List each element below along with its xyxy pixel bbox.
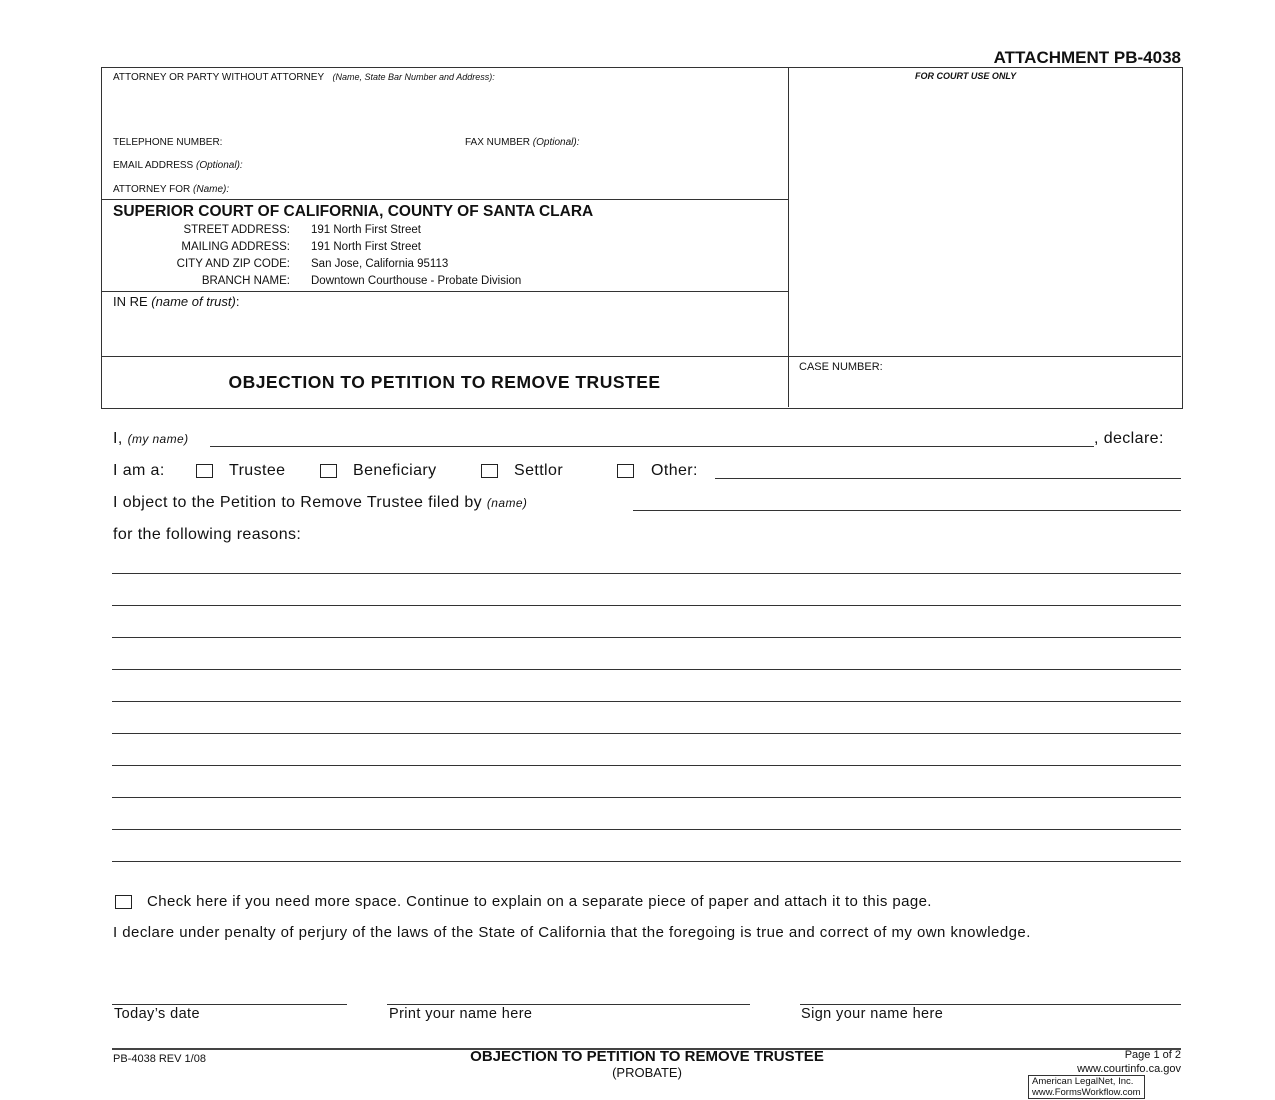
i-label: I, bbox=[113, 430, 123, 447]
in-re-hint: (name of trust) bbox=[151, 294, 236, 309]
case-number-label: CASE NUMBER: bbox=[799, 361, 883, 373]
trustee-checkbox[interactable] bbox=[196, 464, 213, 478]
reasons-label: for the following reasons: bbox=[113, 526, 302, 543]
signature-field[interactable] bbox=[800, 1004, 1181, 1005]
my-name-hint: (my name) bbox=[127, 432, 189, 446]
branch-label: BRANCH NAME: bbox=[201, 275, 290, 287]
my-name-field[interactable] bbox=[210, 446, 1094, 447]
object-label: I object to the Petition to Remove Trustee filed by bbox=[113, 494, 483, 511]
date-field[interactable] bbox=[112, 1004, 347, 1005]
reason-line[interactable] bbox=[112, 829, 1181, 830]
date-label: Today’s date bbox=[114, 1006, 200, 1022]
more-space-label: Check here if you need more space. Continue to explain on a separate piece of paper and attach it to this page. bbox=[147, 893, 932, 910]
court-website[interactable]: www.courtinfo.ca.gov bbox=[1077, 1063, 1181, 1075]
street-value: 191 North First Street bbox=[311, 224, 421, 236]
email-hint: (Optional): bbox=[196, 160, 243, 171]
petitioner-name-field[interactable] bbox=[633, 510, 1181, 511]
more-space-checkbox[interactable] bbox=[115, 895, 132, 909]
form-number: PB-4038 REV 1/08 bbox=[113, 1053, 206, 1065]
beneficiary-label: Beneficiary bbox=[353, 462, 437, 479]
footer-title: OBJECTION TO PETITION TO REMOVE TRUSTEE bbox=[470, 1048, 824, 1065]
branch-value: Downtown Courthouse - Probate Division bbox=[311, 275, 522, 287]
name-hint: (name) bbox=[486, 496, 528, 510]
attachment-title: ATTACHMENT PB-4038 bbox=[993, 48, 1181, 67]
mailing-value: 191 North First Street bbox=[311, 241, 421, 253]
divider bbox=[101, 291, 788, 292]
print-name-label: Print your name here bbox=[389, 1006, 533, 1022]
in-re-colon: : bbox=[235, 294, 240, 309]
trustee-label: Trustee bbox=[229, 462, 286, 479]
street-label: STREET ADDRESS: bbox=[183, 224, 290, 236]
court-name: SUPERIOR COURT OF CALIFORNIA, COUNTY OF SANTA CLARA bbox=[113, 203, 594, 220]
declaration-text: I declare under penalty of perjury of the laws of the State of California that the foregoing is true and correct of my own knowledge. bbox=[113, 924, 1031, 941]
reason-line[interactable] bbox=[112, 669, 1181, 670]
other-label: Other: bbox=[651, 462, 698, 479]
settlor-label: Settlor bbox=[514, 462, 564, 479]
vendor-website[interactable]: www.FormsWorkflow.com bbox=[1032, 1087, 1141, 1098]
reason-line[interactable] bbox=[112, 637, 1181, 638]
print-name-field[interactable] bbox=[387, 1004, 750, 1005]
reason-line[interactable] bbox=[112, 733, 1181, 734]
attorney-hint: (Name, State Bar Number and Address): bbox=[332, 72, 495, 82]
reason-line[interactable] bbox=[112, 605, 1181, 606]
court-use-label: FOR COURT USE ONLY bbox=[915, 71, 1017, 81]
other-field[interactable] bbox=[715, 478, 1181, 479]
telephone-label: TELEPHONE NUMBER: bbox=[113, 137, 223, 148]
settlor-checkbox[interactable] bbox=[481, 464, 498, 478]
footer-subtitle: (PROBATE) bbox=[612, 1065, 682, 1080]
in-re-label: IN RE bbox=[113, 294, 148, 309]
reason-line[interactable] bbox=[112, 701, 1181, 702]
beneficiary-checkbox[interactable] bbox=[320, 464, 337, 478]
email-label: EMAIL ADDRESS bbox=[113, 160, 194, 171]
divider bbox=[101, 356, 1181, 357]
form-title: OBJECTION TO PETITION TO REMOVE TRUSTEE bbox=[228, 372, 661, 392]
mailing-label: MAILING ADDRESS: bbox=[181, 241, 290, 253]
page-number: Page 1 of 2 bbox=[1124, 1049, 1181, 1061]
city-value: San Jose, California 95113 bbox=[311, 258, 449, 270]
attorney-label: ATTORNEY OR PARTY WITHOUT ATTORNEY bbox=[113, 72, 325, 83]
reason-line[interactable] bbox=[112, 797, 1181, 798]
vendor-name: American LegalNet, Inc. bbox=[1032, 1076, 1134, 1087]
sign-label: Sign your name here bbox=[801, 1006, 944, 1022]
i-am-label: I am a: bbox=[113, 462, 165, 479]
attorney-for-label: ATTORNEY FOR bbox=[113, 184, 191, 195]
reason-line[interactable] bbox=[112, 861, 1181, 862]
reason-line[interactable] bbox=[112, 573, 1181, 574]
other-checkbox[interactable] bbox=[617, 464, 634, 478]
divider bbox=[101, 199, 788, 200]
fax-hint: (Optional): bbox=[532, 137, 580, 148]
declare-label: , declare: bbox=[1094, 430, 1164, 447]
city-label: CITY AND ZIP CODE: bbox=[176, 258, 290, 270]
reason-line[interactable] bbox=[112, 765, 1181, 766]
attorney-for-hint: (Name): bbox=[193, 184, 230, 195]
fax-label: FAX NUMBER bbox=[465, 137, 531, 148]
